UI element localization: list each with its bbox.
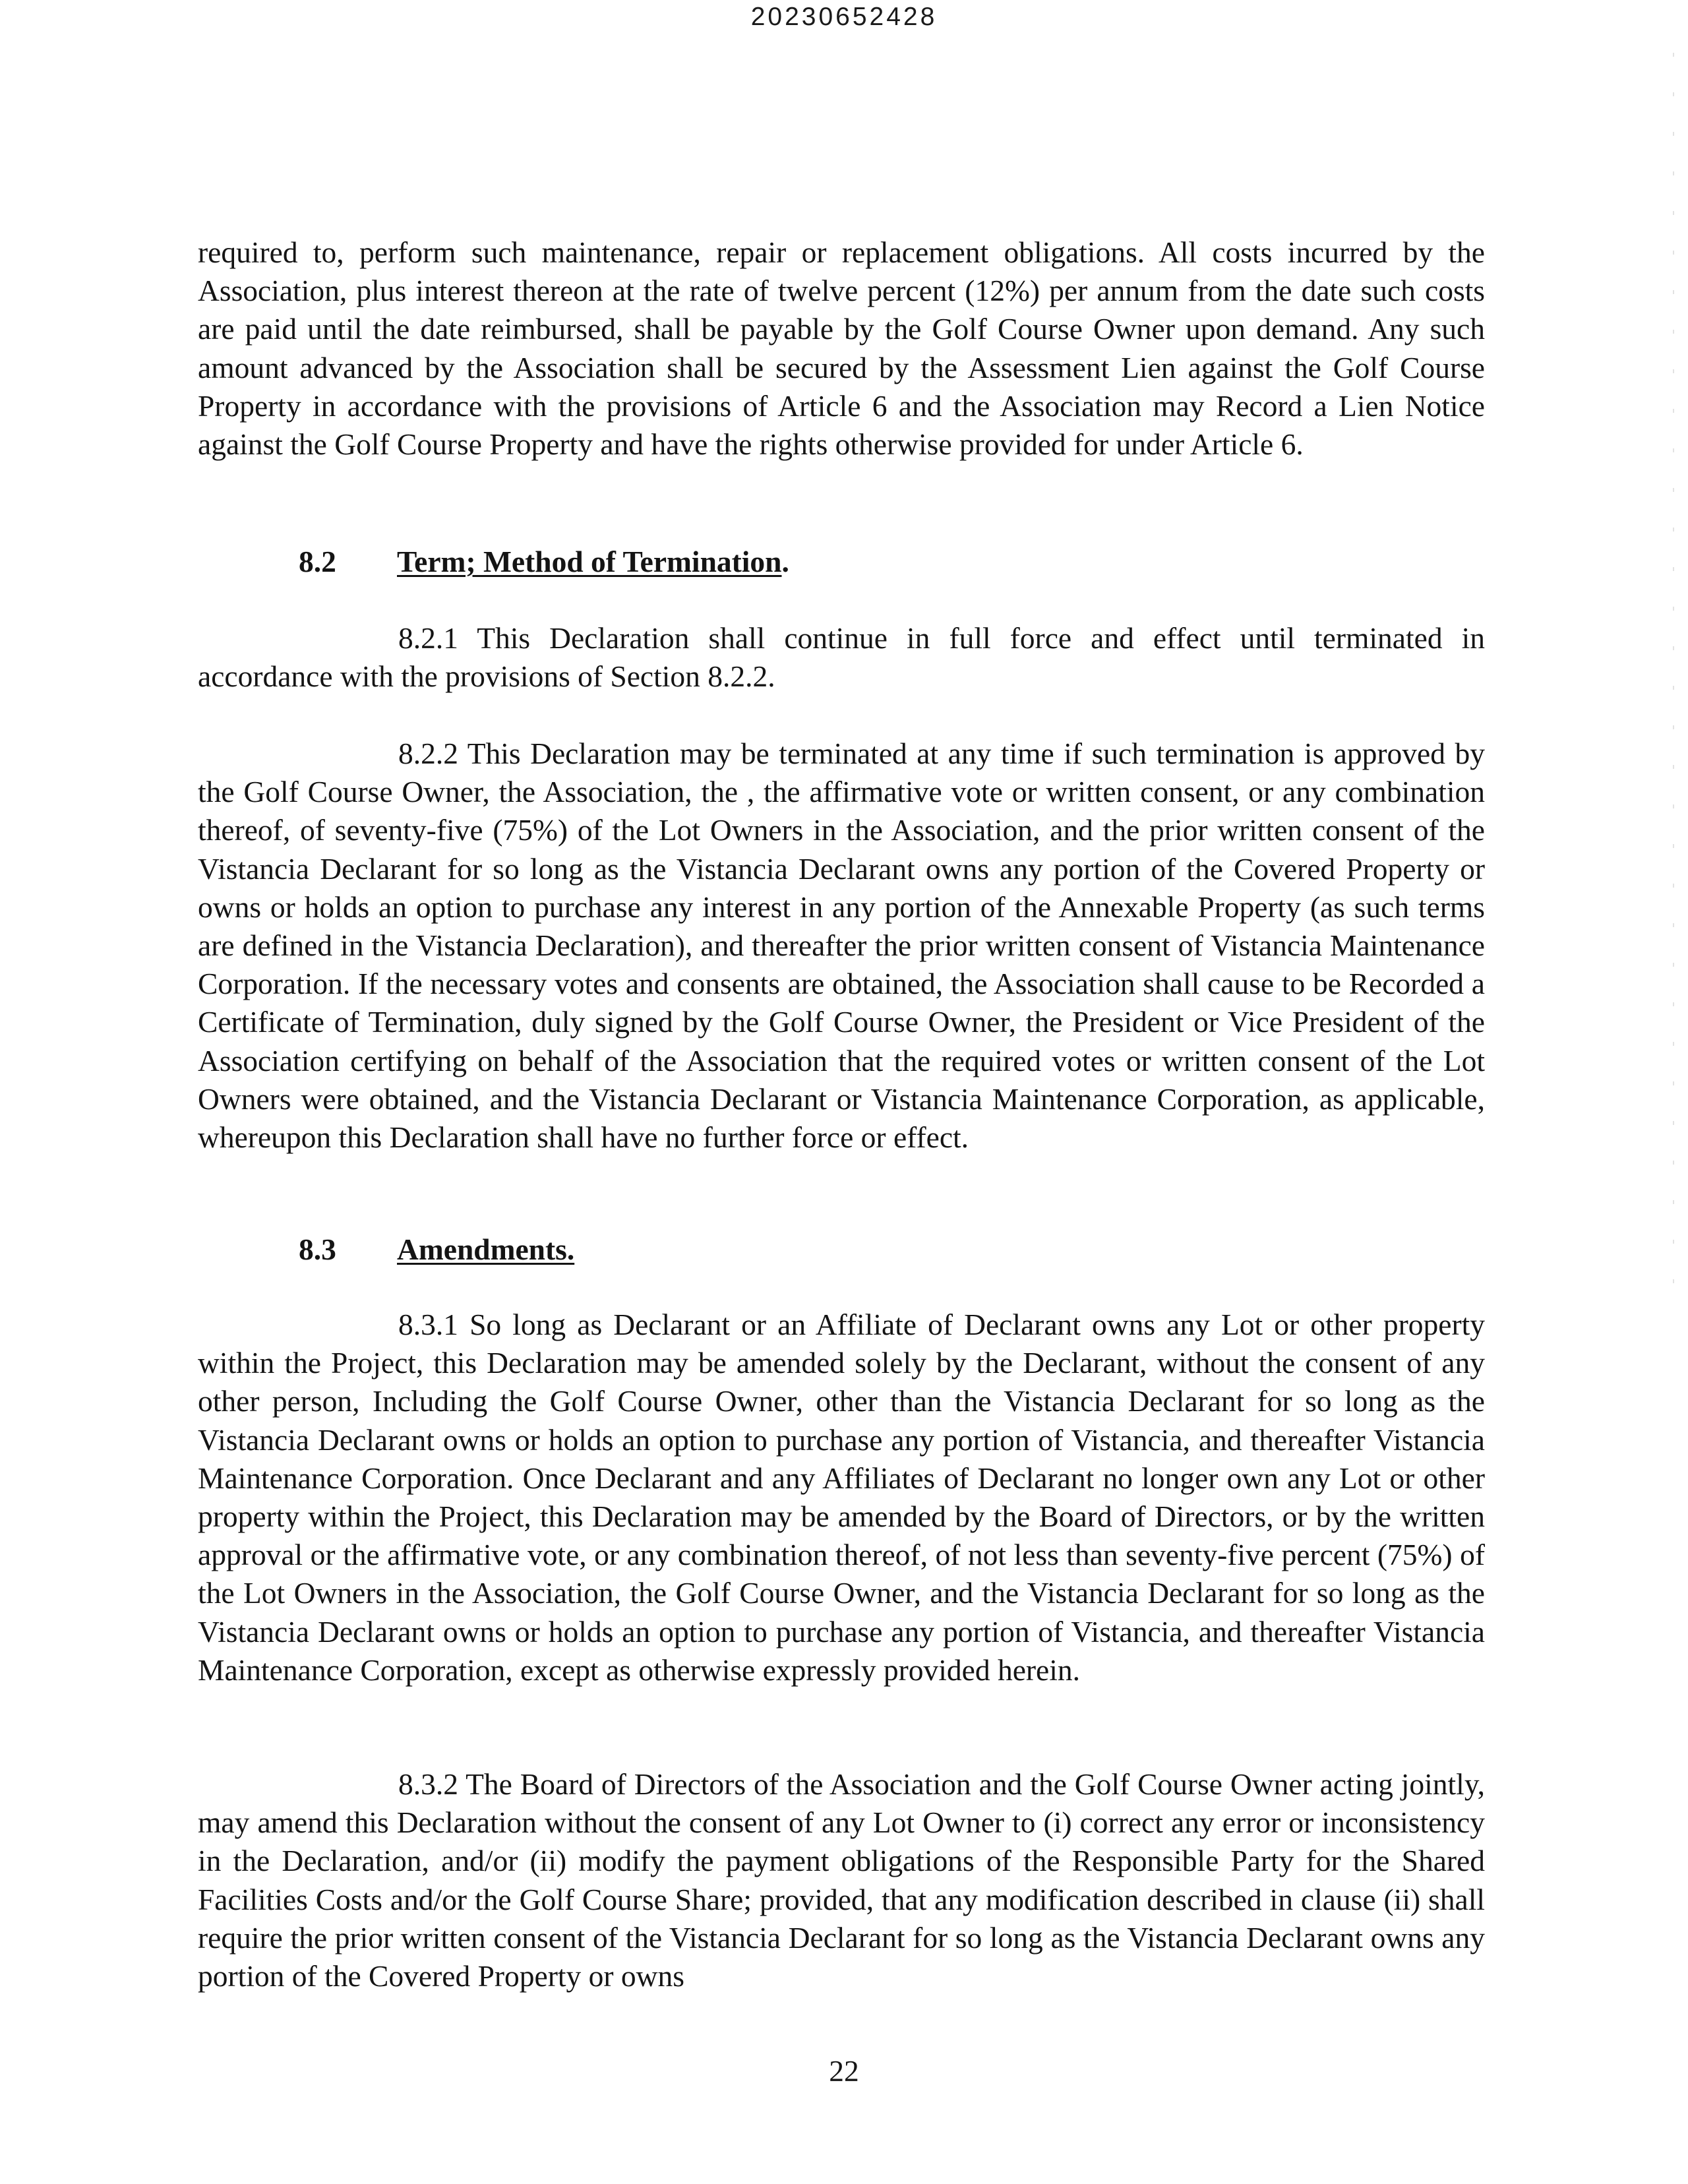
paragraph-8-3-1: 8.3.1 So long as Declarant or an Affiliate of Declarant owns any Lot or other property within the Project, this Declaration may be amended solely by the Declarant, without the consent of any other person, Including the Golf Course Owner, other than the Vistancia Declarant for so long as the Vistancia Declarant owns or holds an option to purchase any portion of Vistancia, and thereafter Vistancia Maintenance Corporation. Once Declarant and any Affiliates of Declarant no longer own any Lot or other property within the Project, this Declaration may be amended by the Board of Directors, or by the written approval or the affirmative vote, or any combination thereof, of not less than seventy-five percent (75%) of the Lot Owners in the Association, the Golf Course Owner, and the Vistancia Declarant for so long as the Vistancia Declarant owns or holds an option to purchase any portion of Vistancia, and thereafter Vistancia Maintenance Corporation, except as otherwise expressly provided herein. — [198, 1308, 1485, 1687]
document-number: 20230652428 — [750, 3, 938, 31]
section-title: Term; Method of Termination — [397, 545, 782, 578]
paragraph-8-2-1: 8.2.1 This Declaration shall continue in full force and effect until terminated in accordance with the provisions of Section 8.2.2. — [198, 621, 1485, 694]
section-heading-8-2 — [299, 543, 789, 581]
section-title-period: . — [781, 545, 789, 578]
section-heading-8-3 — [299, 1230, 574, 1269]
section-number: 8.3 — [299, 1232, 336, 1266]
paragraph-continued: required to, perform such maintenance, repair or replacement obligations. All costs incurred by the Association, plus interest thereon at the rate of twelve percent (12%) per annum from the date such costs are paid until the date reimbursed, shall be payable by the Golf Course Owner upon demand. Any such amount advanced by the Association shall be secured by the Assessment Lien against the Golf Course Property in accordance with the provisions of Article 6 and the Association may Record a Lien Notice against the Golf Course Property and have the rights otherwise provided for under Article 6. — [198, 235, 1485, 462]
section-number: 8.2 — [299, 545, 336, 578]
paragraph-8-2-2: 8.2.2 This Declaration may be terminated at any time if such termination is approved by the Golf Course Owner, the Association, the , the affirmative vote or written consent, or any combination thereof, of seventy-five (75%) of the Lot Owners in the Association, and the prior written consent of the Vistancia Declarant for so long as the Vistancia Declarant owns any portion of the Covered Property or owns or holds an option to purchase any interest in any portion of the Annexable Property (as such terms are defined in the Vistancia Declaration), and thereafter the prior written consent of Vistancia Maintenance Corporation. If the necessary votes and consents are obtained, the Association shall cause to be Recorded a Certificate of Termination, duly signed by the Golf Course Owner, the President or Vice President of the Association certifying on behalf of the Association that the required votes or written consent of the Lot Owners were obtained, and the Vistancia Declarant or Vistancia Maintenance Corporation, as applicable, whereupon this Declaration shall have no further force or effect. — [198, 737, 1485, 1155]
margin-scan-marks — [1673, 53, 1674, 1319]
page-number: 22 — [829, 2054, 859, 2088]
paragraph-8-3-2: 8.3.2 The Board of Directors of the Association and the Golf Course Owner acting jointly, may amend this Declaration without the consent of any Lot Owner to (i) correct any error or inconsistency in the Declaration, and/or (ii) modify the payment obligations of the Responsible Party for the Shared Facilities Costs and/or the Golf Course Share; provided, that any modification described in clause (ii) shall require the prior written consent of the Vistancia Declarant for so long as the Vistancia Declarant owns any portion of the Covered Property or owns — [198, 1767, 1485, 1993]
section-title: Amendments. — [397, 1232, 575, 1266]
